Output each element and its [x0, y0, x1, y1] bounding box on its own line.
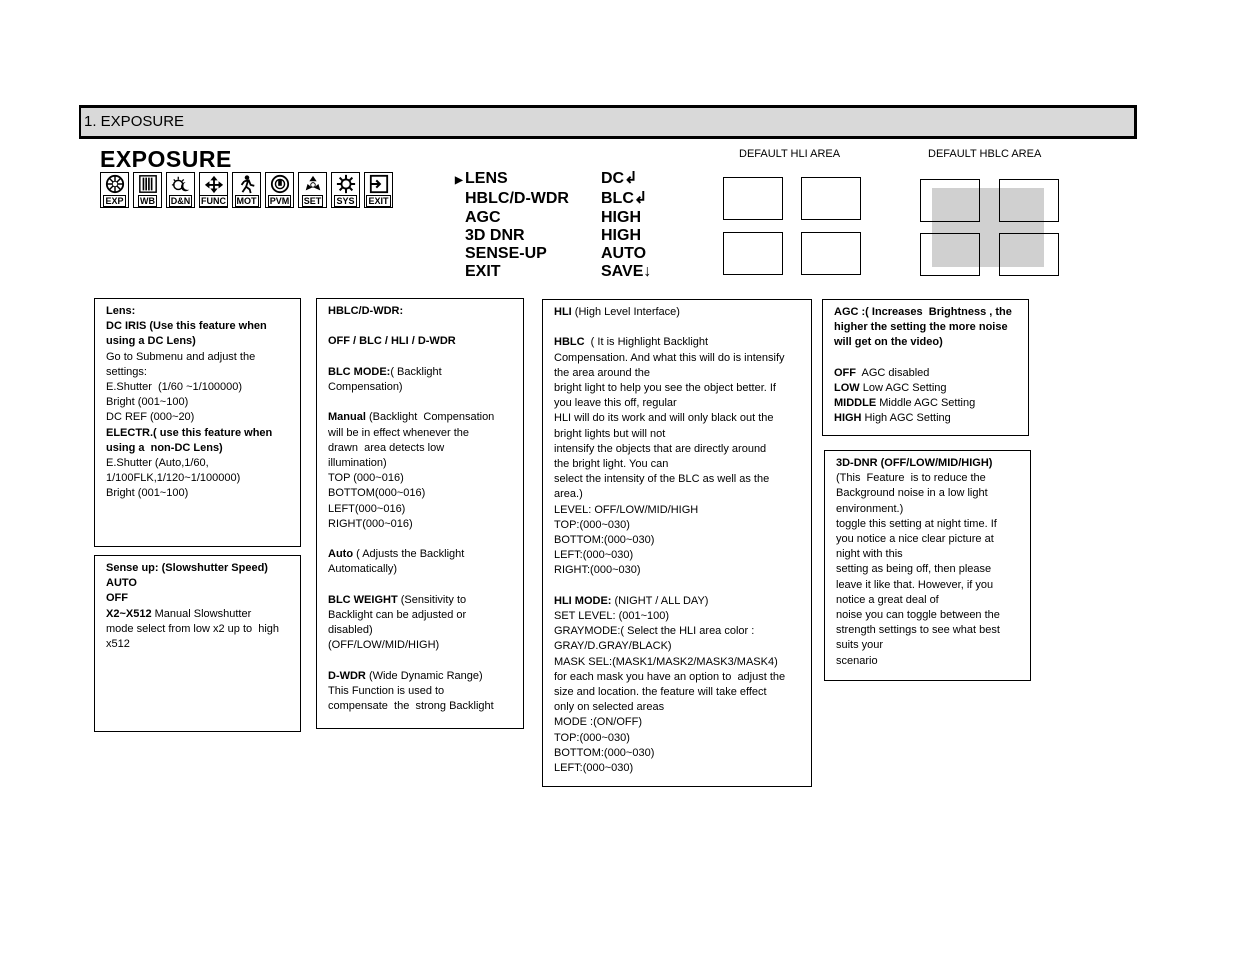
line-text: Bright (001~100) [106, 396, 189, 409]
line-text: MASK SEL:(MASK1/MASK2/MASK3/MASK4) [554, 655, 778, 668]
text-line [328, 699, 523, 714]
line-text: bright lights but will not [554, 427, 666, 440]
line-text: OFF / BLC / HLI / D-WDR [328, 335, 456, 348]
menu-row-value: SAVE↓ [601, 263, 652, 281]
menu-tile-wb[interactable] [133, 172, 162, 208]
text-line [328, 517, 523, 532]
line-text: BOTTOM:(000~030) [554, 534, 655, 547]
menu-row-label: EXIT [465, 263, 501, 281]
line-text: DC REF (000~20) [106, 411, 195, 424]
text-line [106, 304, 300, 319]
text-line [834, 305, 1028, 320]
text-line [836, 578, 1030, 593]
line-text: OFF [106, 592, 128, 605]
bold-term: MIDDLE [834, 397, 877, 410]
line-text: This Function is used to [328, 684, 445, 697]
text-line [836, 471, 1030, 486]
osd-menu [455, 170, 651, 282]
icon-label: SET [303, 196, 322, 206]
line-text: drawn area detects low [328, 441, 445, 454]
line-text: night with this [836, 548, 903, 561]
icon-label: D&N [170, 196, 191, 206]
line-gap [328, 350, 523, 365]
line-text: using a DC Lens) [106, 335, 196, 348]
line-text: settings: [106, 365, 147, 378]
line-text: select the intensity of the BLC as well as the [554, 473, 770, 486]
text-line [106, 622, 300, 637]
hblc-area-title: DEFAULT HBLC AREA [928, 148, 1042, 160]
text-line [554, 442, 811, 457]
line-text: RIGHT(000~016) [328, 517, 413, 530]
line-text: intensify the objects that are directly around [554, 442, 767, 455]
menu-row[interactable] [455, 170, 651, 190]
set-icon [301, 174, 325, 194]
line-text: will get on the video) [834, 336, 943, 349]
line-text: you notice a nice clear picture at [836, 533, 994, 546]
text-line [554, 503, 811, 518]
menu-row-value: HIGH [601, 208, 641, 226]
text-line [328, 486, 523, 501]
bold-term: OFF [834, 366, 856, 379]
text-line [328, 380, 523, 395]
text-line [106, 471, 300, 486]
menu-tile-exp[interactable] [100, 172, 129, 208]
line-text: (High Level Interface) [571, 306, 680, 318]
line-text: BOTTOM(000~016) [328, 487, 426, 500]
lens-info-box [94, 298, 301, 547]
line-text: compensate the strong Backlight [328, 700, 494, 713]
line-text: 3D-DNR (OFF/LOW/MID/HIGH) [836, 457, 993, 469]
line-text: (Wide Dynamic Range) [365, 669, 483, 682]
text-line [554, 411, 811, 426]
wb-icon [136, 174, 160, 194]
line-text: Middle AGC Setting [876, 397, 976, 410]
text-line [554, 548, 811, 563]
line-text: High AGC Setting [861, 412, 951, 425]
line-text: E.Shutter (1/60 ~1/100000) [106, 381, 243, 394]
text-line [554, 731, 811, 746]
text-line [834, 396, 1028, 411]
text-line [328, 365, 523, 380]
text-line [328, 593, 523, 608]
text-line [106, 410, 300, 425]
text-line [328, 502, 523, 517]
menu-row-label: AGC [465, 208, 501, 226]
text-line [106, 395, 300, 410]
text-line [106, 607, 300, 622]
line-text: environment.) [836, 502, 904, 515]
text-line [836, 654, 1030, 669]
menu-row-label: 3D DNR [465, 226, 525, 244]
text-line [834, 320, 1028, 335]
line-text: AUTO [106, 577, 137, 590]
line-text: scenario [836, 654, 878, 667]
text-line [836, 532, 1030, 547]
line-text: Go to Submenu and adjust the [106, 350, 256, 363]
line-gap [328, 578, 523, 593]
line-gap [834, 351, 1028, 366]
text-line [554, 670, 811, 685]
section-title: 1. EXPOSURE [84, 113, 185, 130]
text-line [328, 623, 523, 638]
line-text: GRAY/D.GRAY/BLACK) [554, 640, 672, 653]
text-line [554, 639, 811, 654]
text-line [834, 411, 1028, 426]
line-text: Sense up: (Slowshutter Speed) [106, 562, 268, 574]
text-line [106, 591, 300, 606]
hli-mask-3 [723, 232, 783, 275]
text-line [836, 623, 1030, 638]
line-text: DC IRIS (Use this feature when [106, 320, 267, 333]
line-text: size and location. the feature will take effect [554, 686, 767, 699]
text-line [106, 426, 300, 441]
text-line [554, 594, 811, 609]
text-line [554, 351, 811, 366]
text-line [554, 427, 811, 442]
text-line [836, 593, 1030, 608]
line-text: (This Feature is to reduce the [836, 472, 986, 485]
line-text: E.Shutter (Auto,1/60, [106, 457, 209, 470]
text-line [328, 669, 523, 684]
agc-info-box [822, 299, 1029, 436]
text-line [106, 334, 300, 349]
line-text: (NIGHT / ALL DAY) [611, 594, 709, 607]
line-text: LEFT:(000~030) [554, 762, 634, 775]
menu-tile-pvm[interactable] [265, 172, 294, 208]
text-line [834, 366, 1028, 381]
line-text: ( Backlight [390, 365, 442, 378]
text-line [836, 486, 1030, 501]
line-text: Background noise in a low light [836, 487, 988, 500]
icon-label: WB [140, 196, 155, 206]
text-line [328, 426, 523, 441]
menu-tile-mot[interactable] [232, 172, 261, 208]
bold-term: D-WDR [328, 669, 366, 682]
menu-row[interactable] [455, 245, 651, 263]
line-text: area.) [554, 488, 583, 501]
text-line [836, 517, 1030, 532]
line-text: x512 [106, 638, 130, 651]
text-line [106, 486, 300, 501]
line-text: toggle this setting at night time. If [836, 517, 997, 530]
bold-term: Auto [328, 548, 354, 561]
exp-icon [103, 174, 127, 194]
text-line [554, 472, 811, 487]
line-text: the area around the [554, 366, 651, 379]
line-text: Lens: [106, 305, 136, 317]
dnr-info-box [824, 450, 1031, 681]
hblc-dwdr-info-box [316, 298, 524, 729]
menu-row[interactable] [455, 227, 651, 245]
exposure-title: EXPOSURE [100, 146, 232, 172]
text-line [106, 456, 300, 471]
line-text: Compensation) [328, 380, 403, 393]
line-text: (Sensitivity to [397, 593, 467, 606]
text-line [106, 561, 300, 576]
menu-icon-row [100, 172, 393, 208]
hli-mask-1 [723, 177, 783, 220]
dn-icon [169, 174, 193, 194]
menu-row-label: HBLC/D-WDR [465, 190, 569, 208]
hblc-mask-3 [920, 233, 980, 276]
text-line [106, 441, 300, 456]
senseup-info-box [94, 555, 301, 732]
text-line [554, 518, 811, 533]
line-text: (OFF/LOW/MID/HIGH) [328, 639, 440, 652]
bold-term: HLI MODE: [554, 594, 612, 607]
line-text: AGC :( Increases Brightness , the [834, 306, 1012, 318]
hli-area-title: DEFAULT HLI AREA [739, 148, 841, 160]
line-text: LEFT(000~016) [328, 502, 406, 515]
line-text: (Backlight Compensation [365, 411, 495, 424]
text-line [554, 366, 811, 381]
text-line [328, 547, 523, 562]
icon-label: EXP [105, 196, 124, 206]
text-line [554, 563, 811, 578]
text-line [328, 471, 523, 486]
text-line [554, 305, 811, 320]
menu-row-label: SENSE-UP [465, 245, 547, 263]
text-line [328, 334, 523, 349]
mot-icon [235, 174, 259, 194]
text-line [554, 609, 811, 624]
icon-label: SYS [336, 196, 355, 206]
bold-term: BLC MODE: [328, 365, 391, 378]
text-line [554, 335, 811, 350]
line-text: for each mask you have an option to adjust the [554, 670, 786, 683]
line-text: Backlight can be adjusted or [328, 608, 467, 621]
line-text: RIGHT:(000~030) [554, 564, 641, 577]
icon-label: MOT [236, 196, 257, 206]
line-text: ELECTR.( use this feature when [106, 426, 273, 439]
text-line [554, 761, 811, 776]
bold-term: HIGH [834, 412, 862, 425]
text-line [328, 410, 523, 425]
line-text: suits your [836, 639, 884, 652]
line-text: GRAYMODE:( Select the HLI area color : [554, 625, 755, 638]
text-line [836, 608, 1030, 623]
line-gap [328, 319, 523, 334]
line-text: bright light to help you see the object better. If [554, 382, 776, 394]
line-text: notice a great deal of [836, 593, 939, 606]
text-line [328, 304, 523, 319]
icon-label: FUNC [201, 196, 226, 206]
line-text: illumination) [328, 456, 387, 469]
bold-term: BLC WEIGHT [328, 593, 398, 606]
text-line [106, 637, 300, 652]
icon-label: EXIT [368, 196, 389, 206]
hli-mask-2 [801, 177, 861, 220]
text-line [554, 457, 811, 472]
line-text: Manual Slowshutter [151, 607, 252, 620]
bold-term: Manual [328, 411, 366, 424]
text-line [328, 441, 523, 456]
line-text: ( It is Highlight Backlight [584, 336, 709, 349]
line-text: only on selected areas [554, 701, 665, 714]
bold-term: X2~X512 [106, 607, 152, 620]
bold-term: LOW [834, 382, 860, 394]
text-line [106, 350, 300, 365]
func-icon [202, 174, 226, 194]
hblc-mask-4 [999, 233, 1059, 276]
menu-tile-set[interactable] [298, 172, 327, 208]
text-line [328, 638, 523, 653]
line-gap [554, 579, 811, 594]
pvm-icon [268, 174, 292, 194]
icon-label: PVM [269, 196, 290, 206]
hli-info-box [542, 299, 812, 787]
menu-row[interactable] [455, 190, 651, 208]
line-text: setting as being off, then please [836, 563, 992, 576]
text-line [328, 562, 523, 577]
text-line [554, 746, 811, 761]
text-line [554, 396, 811, 411]
text-line [554, 487, 811, 502]
menu-tile-func[interactable] [199, 172, 228, 208]
text-line [554, 533, 811, 548]
line-gap [328, 532, 523, 547]
menu-row-value: AUTO [601, 245, 647, 263]
line-text: TOP:(000~030) [554, 518, 630, 531]
text-line [328, 608, 523, 623]
line-text: higher the setting the more noise [834, 321, 1008, 334]
line-text: Automatically) [328, 563, 398, 576]
menu-row-value: DC↲ [601, 170, 638, 187]
menu-tile-dnn[interactable] [166, 172, 195, 208]
selection-caret-icon: ▶ [455, 175, 463, 186]
text-line [328, 456, 523, 471]
line-text: strength settings to see what best [836, 624, 1000, 637]
menu-row-value: HIGH [601, 226, 641, 244]
line-text: HLI will do its work and will only black out the [554, 412, 774, 425]
line-text: you leave this off, regular [554, 397, 677, 410]
text-line [554, 624, 811, 639]
exit-icon [367, 174, 391, 194]
line-text: Compensation. And what this will do is intensify [554, 351, 785, 364]
text-line [328, 684, 523, 699]
line-text: leave it like that. However, if you [836, 578, 994, 591]
bold-term: HBLC [554, 336, 585, 349]
bold-term: HLI [554, 306, 572, 318]
text-line [836, 456, 1030, 471]
line-text: MODE :(ON/OFF) [554, 716, 642, 729]
text-line [106, 576, 300, 591]
text-line [836, 638, 1030, 653]
text-line [106, 365, 300, 380]
menu-row-label: LENS [465, 170, 508, 187]
menu-tile-sys[interactable] [331, 172, 360, 208]
text-line [106, 319, 300, 334]
line-gap [328, 395, 523, 410]
menu-tile-exit[interactable] [364, 172, 393, 208]
hli-mask-4 [801, 232, 861, 275]
line-text: HBLC/D-WDR: [328, 305, 404, 317]
line-text: 1/100FLK,1/120~1/100000) [106, 472, 241, 485]
line-text: SET LEVEL: (001~100) [554, 610, 670, 623]
text-line [554, 700, 811, 715]
text-line [554, 715, 811, 730]
line-text: will be in effect whenever the [328, 426, 470, 439]
text-line [834, 335, 1028, 350]
line-text: noise you can toggle between the [836, 609, 1000, 622]
hblc-mask-1 [920, 179, 980, 222]
line-text: Bright (001~100) [106, 487, 189, 500]
line-gap [328, 654, 523, 669]
line-gap [554, 320, 811, 335]
line-text: the bright light. You can [554, 458, 669, 471]
text-line [106, 380, 300, 395]
line-text: disabled) [328, 624, 373, 637]
text-line [554, 685, 811, 700]
line-text: LEVEL: OFF/LOW/MID/HIGH [554, 503, 699, 516]
line-text: Low AGC Setting [859, 382, 947, 394]
text-line [836, 547, 1030, 562]
hblc-mask-2 [999, 179, 1059, 222]
line-text: mode select from low x2 up to high [106, 622, 280, 635]
text-line [836, 502, 1030, 517]
line-text: BOTTOM:(000~030) [554, 746, 655, 759]
sys-icon [334, 174, 358, 194]
line-text: AGC disabled [856, 366, 930, 379]
line-text: TOP (000~016) [328, 472, 404, 485]
menu-row-value: BLC↲ [601, 190, 648, 208]
text-line [554, 655, 811, 670]
line-text: ( Adjusts the Backlight [353, 548, 465, 561]
section-header-bar [79, 105, 1137, 139]
text-line [554, 381, 811, 396]
line-text: TOP:(000~030) [554, 731, 630, 744]
text-line [836, 562, 1030, 577]
menu-row[interactable] [455, 263, 651, 281]
menu-row[interactable] [455, 209, 651, 227]
text-line [834, 381, 1028, 396]
line-text: LEFT:(000~030) [554, 549, 634, 562]
line-text: using a non-DC Lens) [106, 441, 223, 454]
